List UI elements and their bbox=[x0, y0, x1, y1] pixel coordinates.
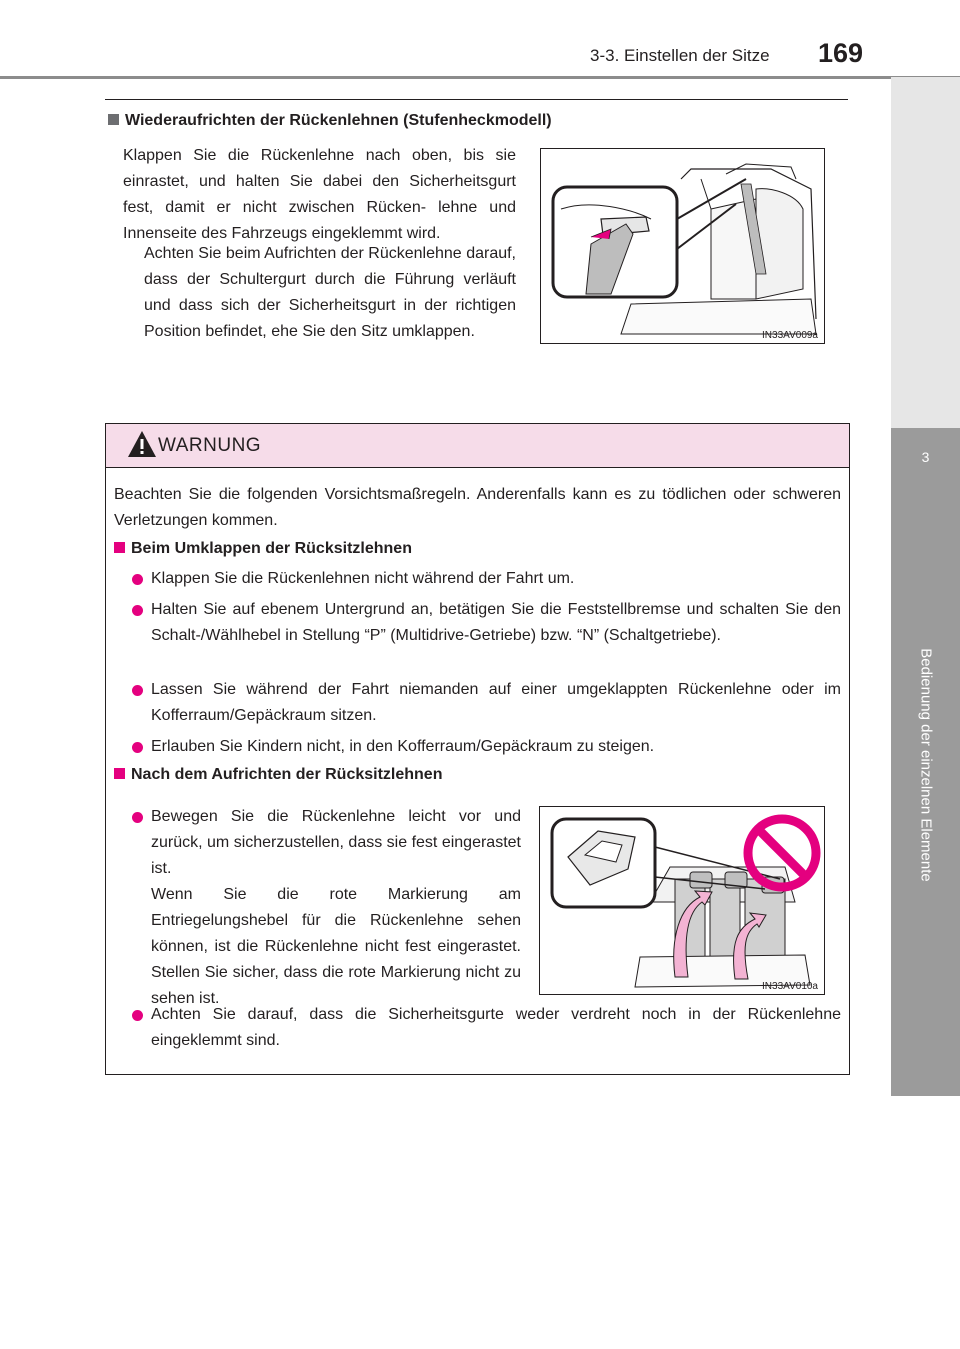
warning-subheading-fold: Beim Umklappen der Rücksitzlehnen bbox=[114, 540, 412, 558]
side-tab-title: Bedienung der einzelnen Elemente bbox=[917, 648, 935, 882]
bullet-dot-icon bbox=[132, 742, 143, 753]
bullet-dot-icon bbox=[132, 812, 143, 823]
header-section-title: 3-3. Einstellen der Sitze bbox=[590, 46, 770, 65]
figure-label: IN33AV009a bbox=[762, 330, 818, 341]
warning-title: WARNUNG bbox=[158, 435, 262, 456]
header-rule bbox=[0, 76, 960, 79]
figure-label: IN33AV010a bbox=[762, 981, 818, 992]
page-number: 169 bbox=[818, 38, 864, 68]
warning-bullet-4: Erlauben Sie Kindern nicht, in den Kofferraum/Gepäckraum zu steigen. bbox=[151, 734, 841, 760]
bullet-dot-icon bbox=[132, 574, 143, 585]
warning-subheading-return: Nach dem Aufrichten der Rücksitzlehnen bbox=[114, 766, 442, 784]
bullet-dot-icon bbox=[132, 685, 143, 696]
square-bullet-icon bbox=[108, 114, 119, 125]
warning-intro: Beachten Sie die folgenden Vorsichtsmaßregeln. Anderenfalls kann es zu tödlichen oder schweren Verletzungen kommen. bbox=[114, 486, 841, 529]
warning-bullet-5: Bewegen Sie die Rückenlehne leicht vor und zurück, um sicherzustellen, dass sie fest eingerastet ist. bbox=[151, 804, 521, 882]
warning-bullet-1: Klappen Sie die Rückenlehnen nicht während der Fahrt um. bbox=[151, 566, 841, 592]
section-note: Achten Sie beim Aufrichten der Rückenlehne darauf, dass der Schultergurt durch die Führung verläuft und dass sich der Sicherheitsgurt in der richtigen Position befindet, ehe Sie den Sitz umklappen. bbox=[144, 245, 516, 340]
warning-bullet-6: Achten Sie darauf, dass die Sicherheitsgurte weder verdreht noch in der Rückenlehne eingeklemmt sind. bbox=[151, 1002, 841, 1054]
warning-bullet-3: Lassen Sie während der Fahrt niemanden auf einer umgeklappten Rückenlehne oder im Kofferraum/Gepäckraum sitzen. bbox=[151, 677, 841, 729]
warning-bullet-5-note: Wenn Sie die rote Markierung am Entriegelungshebel für die Rückenlehne sehen können, ist die Rückenlehne nicht fest eingerastet. Stellen Sie sicher, dass die rote Markierung nicht zu sehen ist. bbox=[151, 886, 521, 1007]
bullet-dot-icon bbox=[132, 1010, 143, 1021]
side-tab-top bbox=[891, 77, 960, 428]
section-paragraph: Klappen Sie die Rückenlehne nach oben, bis sie einrastet, und halten Sie dabei den Sicherheitsgurt fest, damit er nicht zwischen Rücken- lehne und Innenseite des Fahrzeugs eingeklemmt wird. bbox=[123, 147, 516, 242]
section-rule bbox=[105, 99, 848, 100]
warning-triangle-icon bbox=[127, 430, 157, 458]
figure-seat-release bbox=[539, 806, 825, 995]
figure-seat-belt-guide bbox=[540, 148, 825, 344]
seat-illustration-icon bbox=[541, 149, 824, 343]
section-heading: Wiederaufrichten der Rückenlehnen (Stufenheckmodell) bbox=[108, 112, 552, 130]
rear-seat-illustration-icon bbox=[540, 807, 824, 994]
side-tab-chapter: 3 bbox=[921, 449, 930, 465]
warning-bullet-2: Halten Sie auf ebenem Untergrund an, betätigen Sie die Feststellbremse und schalten Sie den Schalt-/Wählhebel in Stellung “P” (Multidrive-Getriebe) bzw. “N” (Schaltgetriebe). bbox=[151, 597, 841, 649]
bullet-dot-icon bbox=[132, 605, 143, 616]
